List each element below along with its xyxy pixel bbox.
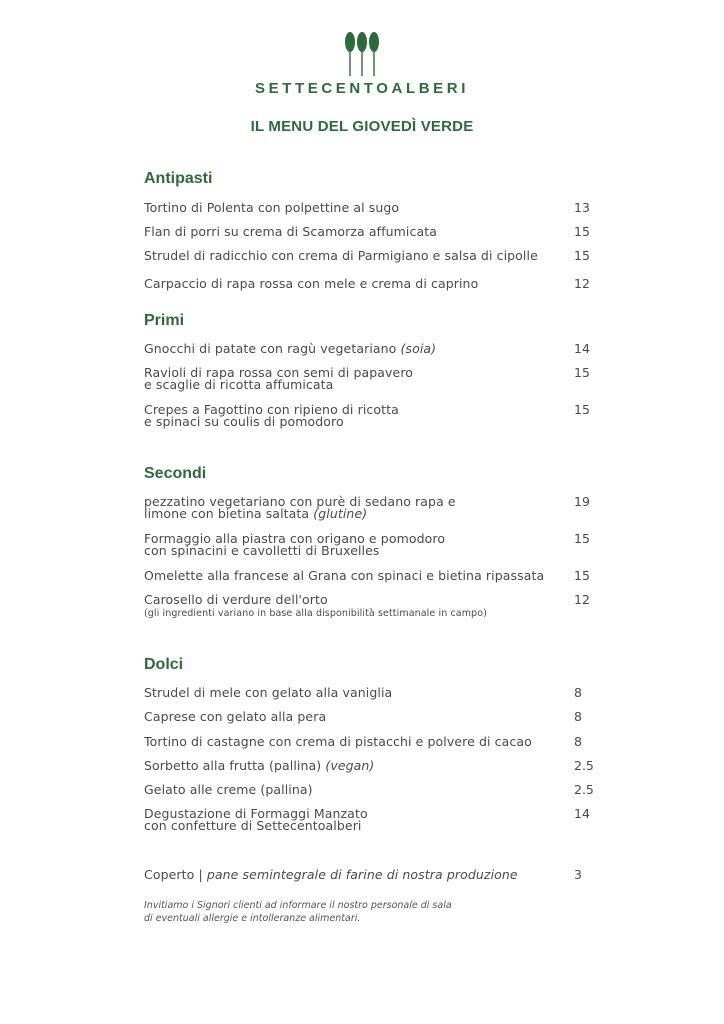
menu-item: pezzatino vegetariano con purè di sedano rapa e limone con bietina saltata (glutine) 19 [144, 494, 590, 521]
menu-item: Tortino di Polenta con polpettine al sugo 13 [144, 200, 590, 215]
price: 15 [574, 224, 590, 239]
menu-item: Gelato alle creme (pallina) 2.5 [144, 782, 594, 797]
menu-item: Formaggio alla piastra con origano e pomodoro con spinacini e cavolletti di Bruxelles 15 [144, 531, 590, 558]
allergen-note: (soia) [400, 341, 437, 356]
menu-item: Carpaccio di rapa rossa con mele e crema di caprino 12 [144, 276, 590, 291]
menu-item: Strudel di mele con gelato alla vaniglia 8 [144, 685, 582, 700]
price: 15 [574, 531, 590, 546]
coperto-label: Coperto | [144, 867, 203, 882]
price: 15 [574, 568, 590, 583]
section-title-antipasti: Antipasti [144, 170, 213, 187]
logo [0, 30, 724, 97]
menu-item: Crepes a Fagottino con ripieno di ricotta e spinaci su coulis di pomodoro 15 [144, 402, 590, 429]
price: 14 [574, 806, 590, 821]
price: 15 [574, 248, 590, 263]
price: 2.5 [574, 758, 594, 773]
diet-note: (vegan) [325, 758, 375, 773]
price: 15 [574, 365, 590, 380]
price: 8 [574, 685, 582, 700]
section-title-secondi: Secondi [144, 465, 207, 482]
menu-item: Strudel di radicchio con crema di Parmigiano e salsa di cipolle 15 [144, 248, 590, 263]
menu-item: Tortino di castagne con crema di pistacchi e polvere di cacao 8 [144, 734, 582, 749]
menu-item: Caprese con gelato alla pera 8 [144, 709, 582, 724]
price: 12 [574, 276, 590, 291]
price: 3 [574, 867, 582, 882]
section-title-primi: Primi [144, 312, 185, 329]
coperto-line [144, 869, 594, 881]
menu-item: Carosello di verdure dell'orto (gli ingredienti variano in base alla disponibilità settimanale in campo) 12 [144, 592, 590, 619]
price: 14 [574, 341, 590, 356]
price: 12 [574, 592, 590, 607]
menu-item: Gnocchi di patate con ragù vegetariano (soia) 14 [144, 341, 590, 356]
page-title: IL MENU DEL GIOVEDÌ VERDE [250, 118, 474, 135]
price: 13 [574, 200, 590, 215]
menu-item: Ravioli di rapa rossa con semi di papavero e scaglie di ricotta affumicata 15 [144, 365, 590, 392]
price: 19 [574, 494, 590, 509]
allergen-note: (glutine) [313, 506, 368, 521]
menu-item: Degustazione di Formaggi Manzato con confetture di Settecentoalberi 14 [144, 806, 590, 833]
price: 2.5 [574, 782, 594, 797]
item-note: (gli ingredienti variano in base alla disponibilità settimanale in campo) [144, 608, 487, 619]
menu-item: Sorbetto alla frutta (pallina) (vegan) 2.5 [144, 758, 594, 773]
brand-name: SETTECENTOALBERI [254, 80, 469, 97]
allergy-note: Invitiamo i Signori clienti ad informare il nostro personale di sala di eventuali allergie e intolleranze alimentari. [144, 900, 452, 924]
menu-item: Omelette alla francese al Grana con spinaci e bietina ripassata 15 [144, 568, 590, 583]
price: 15 [574, 402, 590, 417]
section-title-dolci: Dolci [144, 656, 184, 673]
price: 8 [574, 734, 582, 749]
price: 8 [574, 709, 582, 724]
menu-item: Flan di porri su crema di Scamorza affumicata 15 [144, 224, 590, 239]
coperto-desc: pane semintegrale di farine di nostra produzione [206, 867, 518, 882]
tree-logo-icon [342, 30, 382, 76]
